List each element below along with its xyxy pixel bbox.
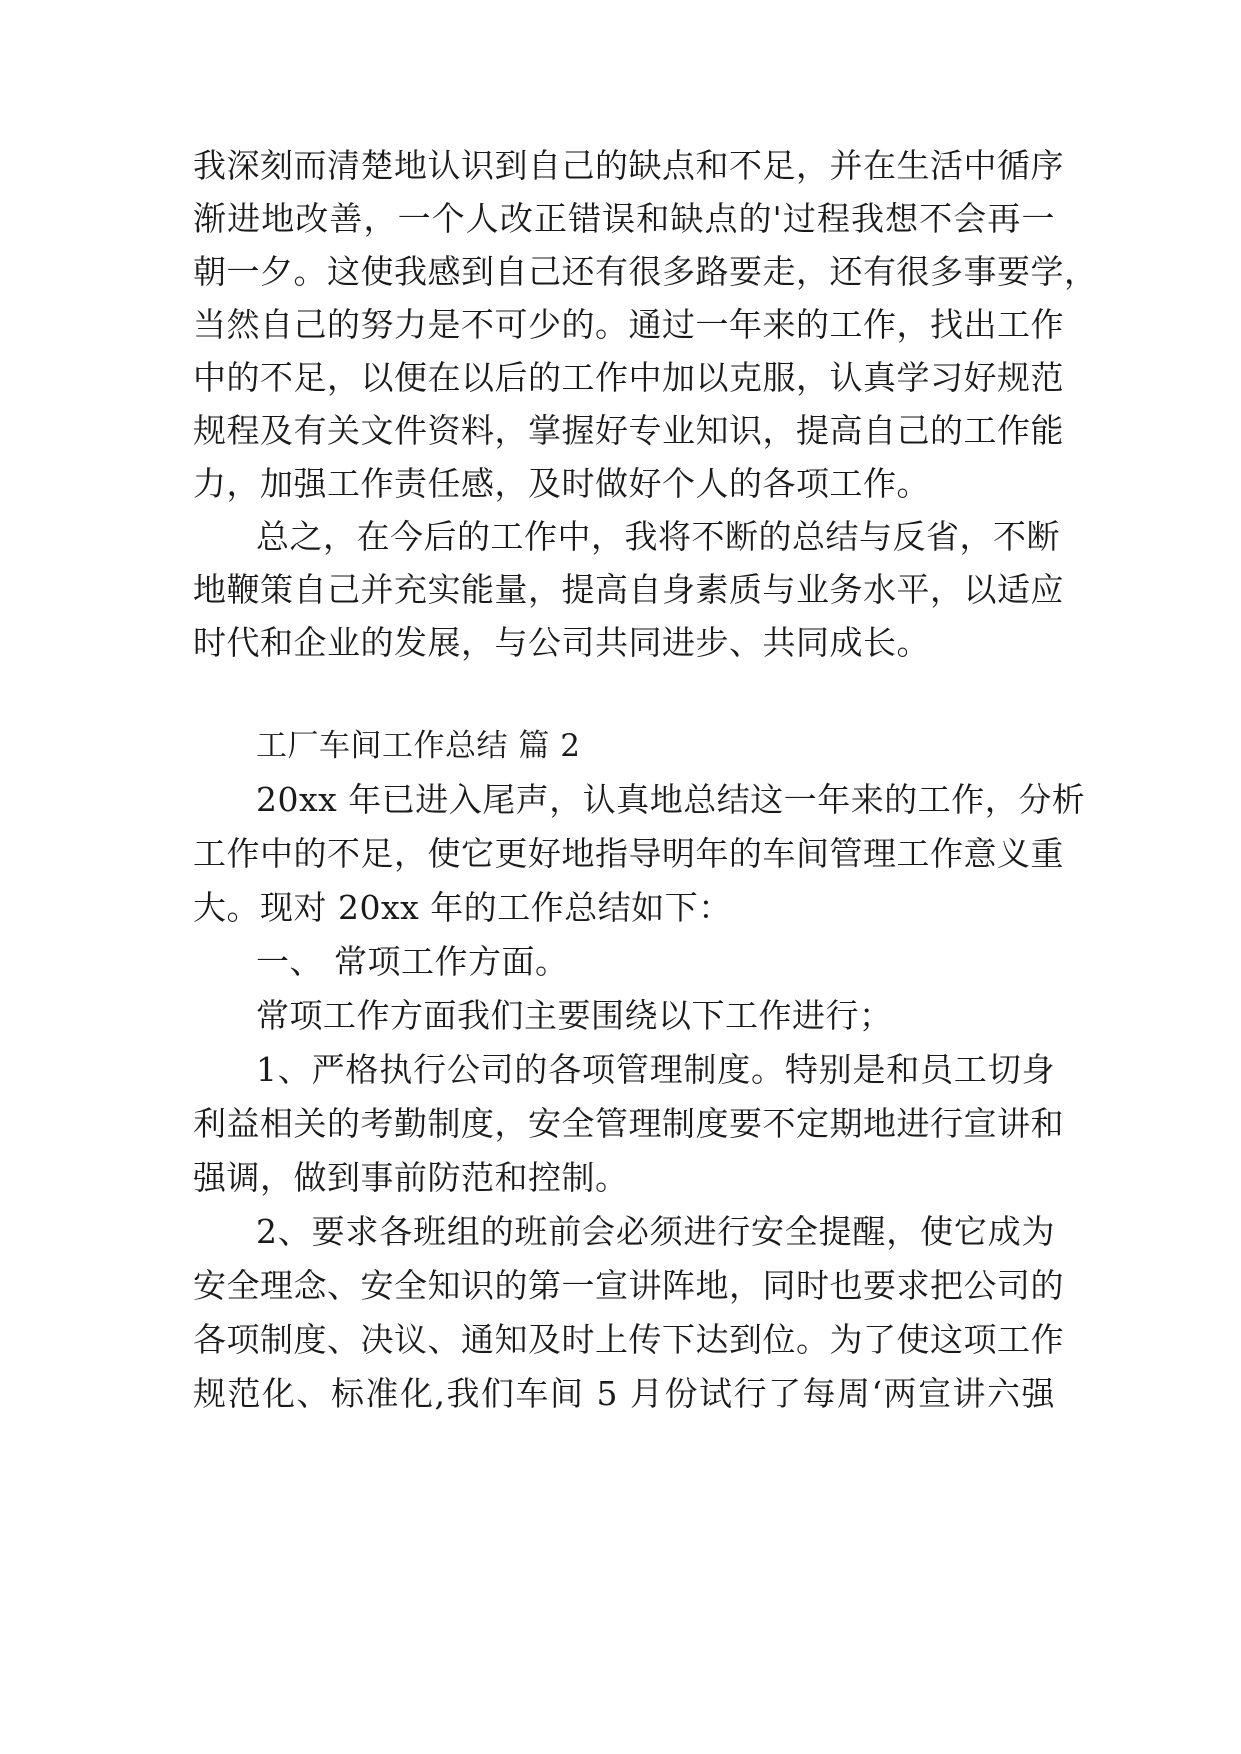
section-paragraph-1-line-1: 20xx 年已进入尾声，认真地总结这一年来的工作，分析 [256, 780, 1086, 819]
paragraph-1-line-1: 我深刻而清楚地认识到自己的缺点和不足，并在生活中循序 [193, 146, 1064, 185]
item-2-line-2: 安全理念、安全知识的第一宣讲阵地，同时也要求把公司的 [193, 1266, 1064, 1305]
paragraph-1-line-3: 朝一夕。这使我感到自己还有很多路要走，还有很多事要学， [193, 252, 1098, 291]
paragraph-2-line-1: 总之，在今后的工作中，我将不断的总结与反省，不断 [256, 517, 1060, 556]
item-1-line-1: 1、严格执行公司的各项管理制度。特别是和员工切身 [256, 1050, 1055, 1089]
section-paragraph-1-line-3: 大。现对 20xx 年的工作总结如下： [193, 888, 732, 927]
item-2-line-4: 规范化、标准化,我们车间 5 月份试行了每周‘两宣讲六强 [193, 1374, 1055, 1413]
paragraph-1-line-5: 中的不足，以便在以后的工作中加以克服，认真学习好规范 [193, 358, 1064, 397]
paragraph-2-line-2: 地鞭策自己并充实能量，提高自身素质与业务水平，以适应 [193, 570, 1064, 609]
paragraph-1-line-7: 力，加强工作责任感，及时做好个人的各项工作。 [193, 464, 930, 503]
section-paragraph-1-line-2: 工作中的不足，使它更好地指导明年的车间管理工作意义重 [193, 834, 1064, 873]
section-heading-1: 一、 常项工作方面。 [256, 942, 569, 981]
item-2-line-3: 各项制度、决议、通知及时上传下达到位。为了使这项工作 [193, 1320, 1064, 1359]
item-2-line-1: 2、要求各班组的班前会必须进行安全提醒，使它成为 [256, 1212, 1055, 1251]
item-1-line-2: 利益相关的考勤制度，安全管理制度要不定期地进行宣讲和 [193, 1104, 1064, 1143]
section-intro-line: 常项工作方面我们主要围绕以下工作进行； [256, 996, 893, 1035]
paragraph-1-line-4: 当然自己的努力是不可少的。通过一年来的工作，找出工作 [193, 305, 1064, 344]
paragraph-1-line-2: 渐进地改善，一个人改正错误和缺点的'过程我想不会再一 [193, 199, 1055, 238]
paragraph-1-line-6: 规程及有关文件资料，掌握好专业知识，提高自己的工作能 [193, 411, 1064, 450]
item-1-line-3: 强调，做到事前防范和控制。 [193, 1158, 629, 1197]
paragraph-2-line-3: 时代和企业的发展，与公司共同进步、共同成长。 [193, 623, 930, 662]
section-title: 工厂车间工作总结 篇 2 [256, 728, 581, 764]
